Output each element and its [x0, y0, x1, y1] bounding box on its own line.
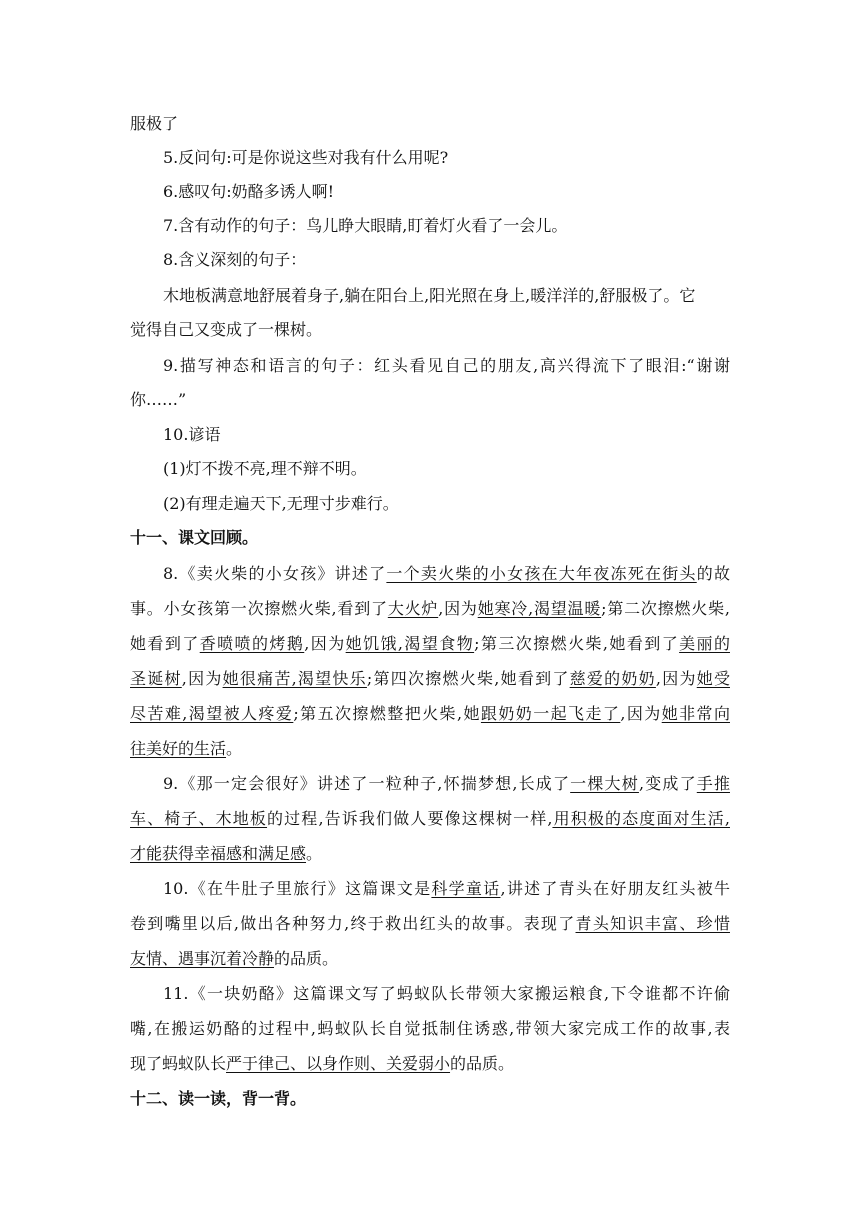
text-span: ,因为 — [181, 669, 223, 688]
text-line: 8.含义深刻的句子： — [163, 250, 307, 269]
answer-underline: 一个卖火柴的小女孩在大年夜冻死在街头 — [386, 564, 697, 583]
text-span: 卷到嘴里以后,做出各种努力,终于救出红头的故事。表现了 — [130, 914, 576, 933]
paragraph-line — [163, 878, 730, 900]
answer-underline: 大火炉 — [387, 599, 439, 618]
answer-underline: 严于律己、以身作则、关爱弱小 — [226, 1054, 451, 1073]
text-span: 的故 — [696, 564, 730, 583]
text-span: 嘴,在搬运奶酪的过程中,蚂蚁队长自觉抵制住诱惑,带领大家完成工作的故事,表 — [130, 1019, 730, 1038]
text-span: ;第二次擦燃火柴, — [601, 599, 730, 618]
paragraph-line — [130, 1018, 730, 1040]
answer-underline: 车、椅子、木地板 — [130, 809, 268, 828]
text-span: 现了蚂蚁队长 — [130, 1054, 227, 1073]
paragraph-line — [130, 598, 730, 620]
text-span: ;第五次擦燃整把火柴,她 — [293, 704, 481, 723]
text-span: 的过程,告诉我们做人要像这棵树一样, — [267, 809, 553, 828]
text-span: ,因为 — [304, 634, 346, 653]
section-heading: 十一、课文回顾。 — [130, 528, 259, 547]
paragraph-line — [130, 948, 730, 970]
answer-underline: 往美好的生活 — [130, 739, 227, 758]
text-span: ,变成了 — [638, 774, 697, 793]
paragraph-line — [163, 773, 730, 795]
text-span: 。 — [226, 739, 243, 758]
answer-underline: 才能获得幸福感和满足感 — [130, 844, 307, 863]
answer-underline: 她非常向 — [661, 704, 730, 723]
text-line: 服极了 — [130, 114, 179, 133]
paragraph-line — [130, 633, 730, 655]
paragraph-line — [163, 563, 730, 585]
text-line: 木地板满意地舒展着身子,躺在阳台上,阳光照在身上,暖洋洋的,舒服极了。它 — [163, 286, 696, 305]
answer-underline: 尽苦难,渴望被人疼爱 — [130, 704, 294, 723]
text-span: 9.《那一定会很好》讲述了一粒种子,怀揣梦想,长成了 — [163, 774, 571, 793]
answer-underline: 她寒冷,渴望温暖 — [477, 599, 602, 618]
text-span: ;第四次擦燃火柴,她看到了 — [366, 669, 570, 688]
answer-underline: 科学童话 — [431, 879, 501, 898]
text-span: 。 — [306, 844, 323, 863]
text-span: ,讲述了青头在好朋友红头被牛 — [500, 879, 730, 898]
paragraph-line — [130, 913, 730, 935]
paragraph-line — [130, 703, 730, 725]
answer-underline: 美丽的 — [679, 634, 730, 653]
answer-underline: 她受 — [696, 669, 730, 688]
text-span: 10.《在牛肚子里旅行》这篇课文是 — [163, 879, 432, 898]
text-span: ,因为 — [655, 669, 697, 688]
text-line: 你……” — [130, 390, 187, 409]
text-line: 7.含有动作的句子：鸟儿睁大眼睛,盯着灯火看了一会儿。 — [163, 216, 568, 235]
text-span: 的品质。 — [450, 1054, 515, 1073]
answer-underline: 友情、遇事沉着冷静 — [130, 949, 275, 968]
text-line: 5.反问句:可是你说这些对我有什么用呢? — [163, 148, 449, 167]
answer-underline: 她很痛苦,渴望快乐 — [222, 669, 367, 688]
text-span: ;第三次擦燃火柴,她看到了 — [474, 634, 680, 653]
text-span: ,因为 — [620, 704, 662, 723]
text-span: 她看到了 — [130, 634, 200, 653]
text-line: 觉得自己又变成了一棵树。 — [130, 320, 323, 339]
text-line: 9.描写神态和语言的句子：红头看见自己的朋友,高兴得流下了眼泪:“谢谢 — [163, 356, 730, 375]
paragraph-line — [163, 983, 730, 1005]
text-line: 6.感叹句:奶酪多诱人啊! — [163, 182, 335, 201]
text-span: 的品质。 — [274, 949, 339, 968]
text-line: (2)有理走遍天下,无理寸步难行。 — [163, 494, 399, 513]
paragraph-line — [130, 668, 730, 690]
text-line: (1)灯不拨不亮,理不辩不明。 — [163, 459, 367, 478]
answer-underline: 香喷喷的烤鹅 — [199, 634, 305, 653]
answer-underline: 慈爱的奶奶 — [569, 669, 656, 688]
answer-underline: 用积极的态度面对生活, — [552, 809, 730, 828]
text-span: ,因为 — [438, 599, 478, 618]
paragraph-line — [130, 738, 730, 760]
paragraph-line — [130, 1053, 730, 1075]
answer-underline: 她饥饿,渴望食物 — [345, 634, 475, 653]
answer-underline: 手推 — [696, 774, 730, 793]
text-line: 10.谚语 — [163, 425, 221, 444]
answer-underline: 青头知识丰富、珍惜 — [575, 914, 730, 933]
answer-underline: 一棵大树 — [570, 774, 639, 793]
text-span: 11.《一块奶酪》这篇课文写了蚂蚁队长带领大家搬运粮食,下令谁都不许偷 — [163, 984, 730, 1003]
paragraph-line — [130, 843, 730, 865]
answer-underline: 跟奶奶一起飞走了 — [480, 704, 621, 723]
text-span: 事。小女孩第一次擦燃火柴,看到了 — [130, 599, 388, 618]
text-span: 8.《卖火柴的小女孩》讲述了 — [163, 564, 387, 583]
paragraph-line — [130, 808, 730, 830]
answer-underline: 圣诞树 — [130, 669, 182, 688]
section-heading: 十二、读一读，背一背。 — [130, 1089, 307, 1108]
